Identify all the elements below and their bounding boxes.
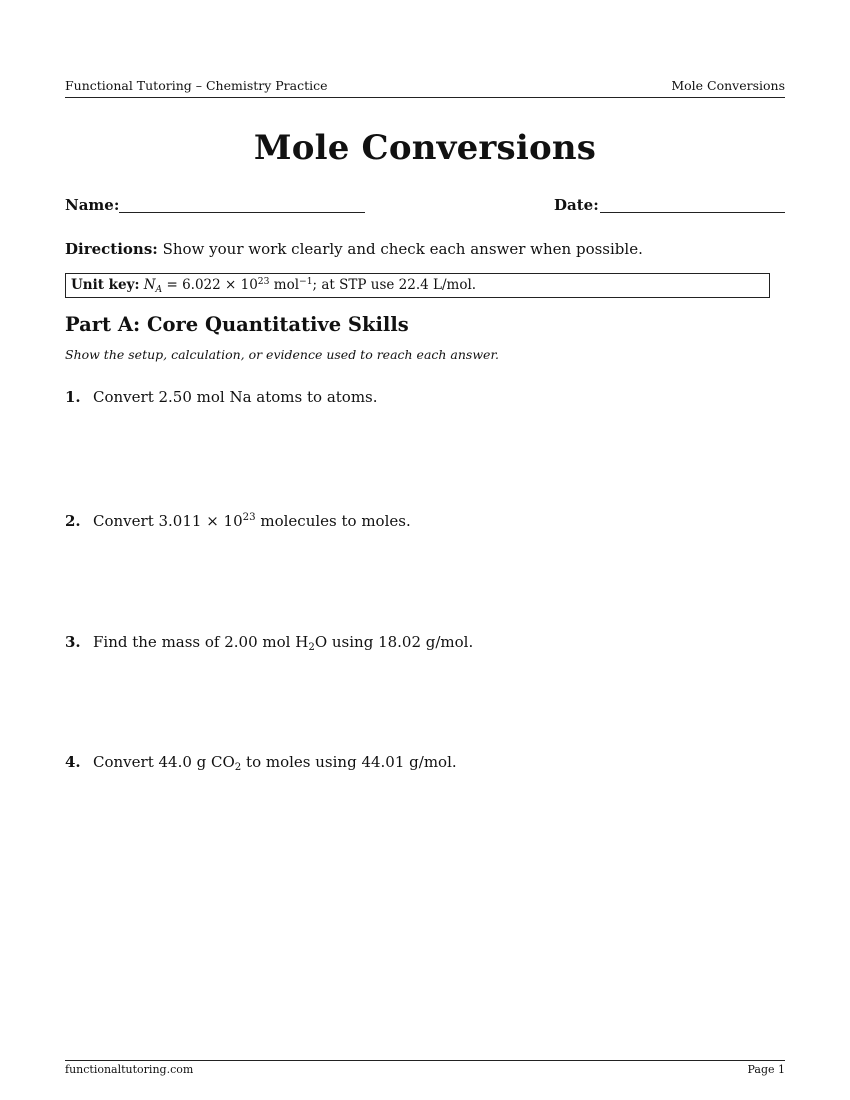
- question-subscript: 2: [234, 761, 242, 773]
- question-2: [65, 512, 411, 530]
- question-text: [93, 633, 473, 651]
- question-exponent: 23: [242, 512, 256, 524]
- running-footer: [65, 1060, 785, 1076]
- question-text: [93, 753, 457, 771]
- question-text-part: O using 18.02 g/mol.: [314, 633, 474, 651]
- question-number: 1.: [65, 388, 81, 406]
- directions-label: Directions:: [65, 240, 158, 258]
- footer-site: functionaltutoring.com: [65, 1063, 194, 1076]
- avogadro-symbol: N: [143, 277, 156, 293]
- question-text-part: Convert 3.011 × 10: [93, 512, 243, 530]
- avogadro-value: = 6.022 × 10: [166, 277, 258, 293]
- question-text-part: Convert 44.0 g CO: [93, 753, 235, 771]
- question-text: [93, 512, 411, 530]
- question-number: 4.: [65, 753, 81, 771]
- question-text-part: molecules to moles.: [255, 512, 411, 530]
- avogadro-unit-exponent: −1: [299, 275, 313, 287]
- question-subscript: 2: [308, 641, 315, 653]
- unit-key-label: Unit key:: [71, 277, 140, 293]
- page-title: Mole Conversions: [253, 128, 597, 168]
- name-date-row: [65, 196, 785, 218]
- question-4: [65, 753, 457, 771]
- date-field[interactable]: [600, 212, 785, 213]
- header-right: Mole Conversions: [671, 78, 785, 93]
- part-a-subheading: Show the setup, calculation, or evidence used to reach each answer.: [65, 347, 500, 362]
- question-number: 3.: [65, 633, 81, 651]
- question-text-part: to moles using 44.01 g/mol.: [241, 753, 457, 771]
- avogadro-subscript: A: [155, 283, 163, 295]
- avogadro-exponent: 23: [257, 275, 270, 287]
- running-header: [65, 78, 785, 98]
- directions: [65, 240, 643, 258]
- unit-key-box: [65, 273, 770, 298]
- date-label: Date:: [554, 196, 599, 214]
- question-text: Convert 2.50 mol Na atoms to atoms.: [93, 388, 378, 406]
- part-a-heading: Part A: Core Quantitative Skills: [65, 313, 409, 336]
- name-field[interactable]: [119, 212, 365, 213]
- name-label: Name:: [65, 196, 120, 214]
- page-number: Page 1: [747, 1063, 785, 1076]
- directions-text: Show your work clearly and check each answer when possible.: [162, 240, 643, 258]
- header-left: Functional Tutoring – Chemistry Practice: [65, 78, 328, 93]
- stp-note: ; at STP use 22.4 L/mol.: [312, 277, 477, 293]
- question-3: [65, 633, 473, 651]
- question-number: 2.: [65, 512, 81, 530]
- avogadro-unit: mol: [273, 277, 300, 293]
- question-1: [65, 388, 378, 406]
- question-text-part: Find the mass of 2.00 mol H: [93, 633, 309, 651]
